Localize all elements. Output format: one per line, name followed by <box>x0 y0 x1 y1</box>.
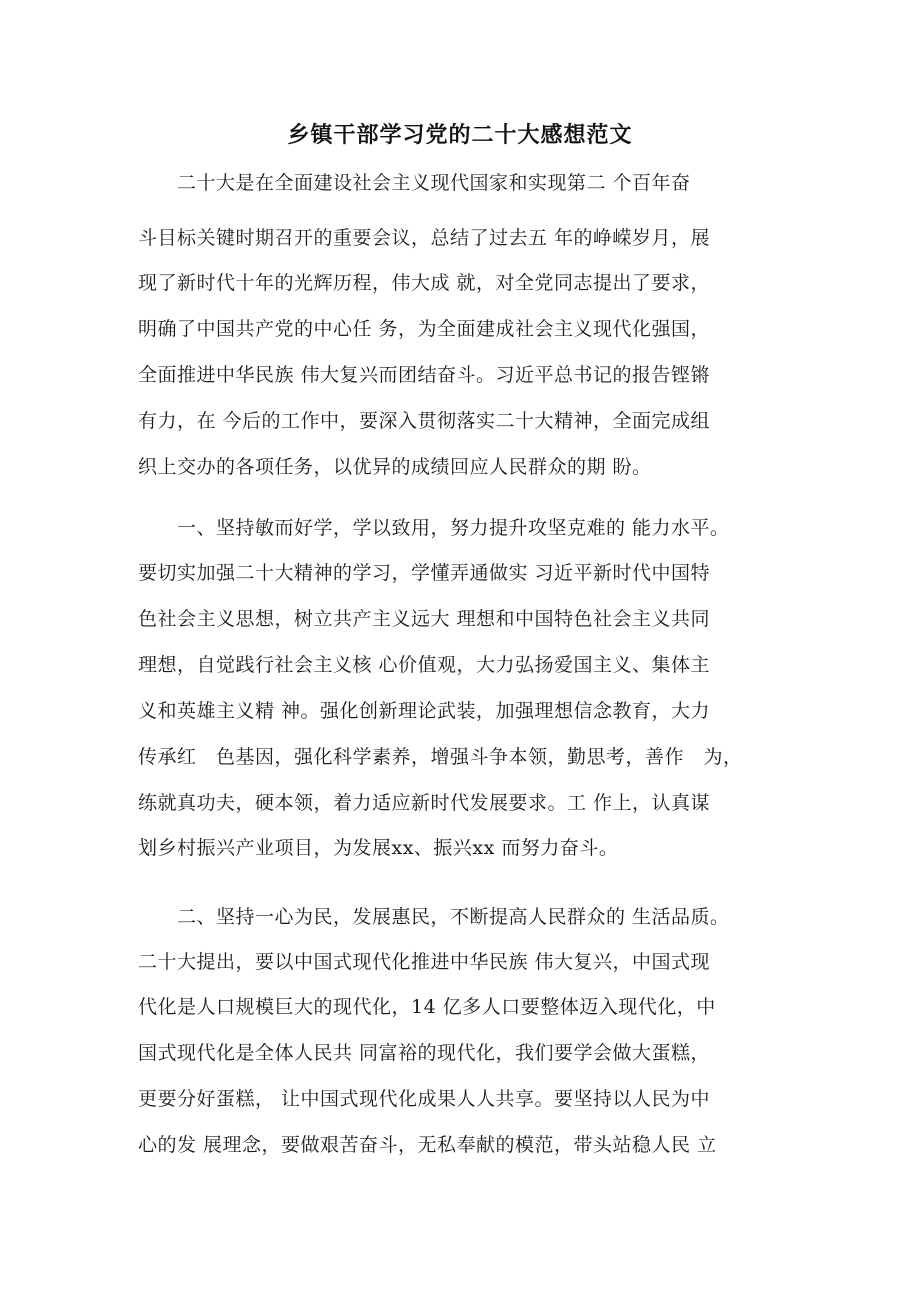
text-line: 二十大是在全面建设社会主义现代国家和实现第二 个百年奋 <box>138 172 691 194</box>
text-line: 二、坚持一心为民，发展惠民，不断提高人民群众的 生活品质。 <box>138 906 730 928</box>
text-line: 国式现代化是全体人民共 同富裕的现代化，我们要学会做大蛋糕， <box>138 1042 711 1064</box>
text-line: 练就真功夫，硬本领，着力适应新时代发展要求。工 作上，认真谋 <box>138 792 711 814</box>
text-line: 代化是人口规模巨大的现代化，14 亿多人口要整体迈入现代化，中 <box>138 996 716 1018</box>
text-line: 全面推进中华民族 伟大复兴而团结奋斗。习近平总书记的报告铿锵 <box>138 364 711 386</box>
text-line: 色社会主义思想，树立共产主义远大 理想和中国特色社会主义共同 <box>138 608 711 630</box>
text-line: 心的发 展理念，要做艰苦奋斗，无私奉献的模范，带头站稳人民 立 <box>138 1134 717 1156</box>
document-title: 乡镇干部学习党的二十大感想范文 <box>287 123 633 148</box>
text-line: 有力，在 今后的工作中，要深入贯彻落实二十大精神，全面完成组 <box>138 410 711 432</box>
text-line: 要切实加强二十大精神的学习，学懂弄通做实 习近平新时代中国特 <box>138 562 711 584</box>
text-line: 二十大提出，要以中国式现代化推进中华民族 伟大复兴，中国式现 <box>138 951 711 973</box>
text-line: 斗目标关键时期召开的重要会议，总结了过去五 年的峥嵘岁月，展 <box>138 227 711 249</box>
text-line: 明确了中国共产党的中心任 务，为全面建成社会主义现代化强国， <box>138 318 711 340</box>
text-line: 现了新时代十年的光辉历程，伟大成 就，对全党同志提出了要求， <box>138 272 711 294</box>
text-line: 更要分好蛋糕， 让中国式现代化成果人人共享。要坚持以人民为中 <box>138 1088 711 1110</box>
text-line: 传承红 色基因，强化科学素养，增强斗争本领，勤思考，善作 为， <box>138 746 743 768</box>
text-line: 划乡村振兴产业项目，为发展xx、振兴xx 而努力奋斗。 <box>138 837 619 859</box>
text-line: 一、坚持敏而好学，学以致用，努力提升攻坚克难的 能力水平。 <box>138 517 730 539</box>
text-line: 织上交办的各项任务，以优异的成绩回应人民群众的期 盼。 <box>138 456 652 478</box>
text-line: 理想，自觉践行社会主义核 心价值观，大力弘扬爱国主义、集体主 <box>138 654 711 676</box>
text-line: 义和英雄主义精 神。强化创新理论武装，加强理想信念教育，大力 <box>138 700 711 722</box>
